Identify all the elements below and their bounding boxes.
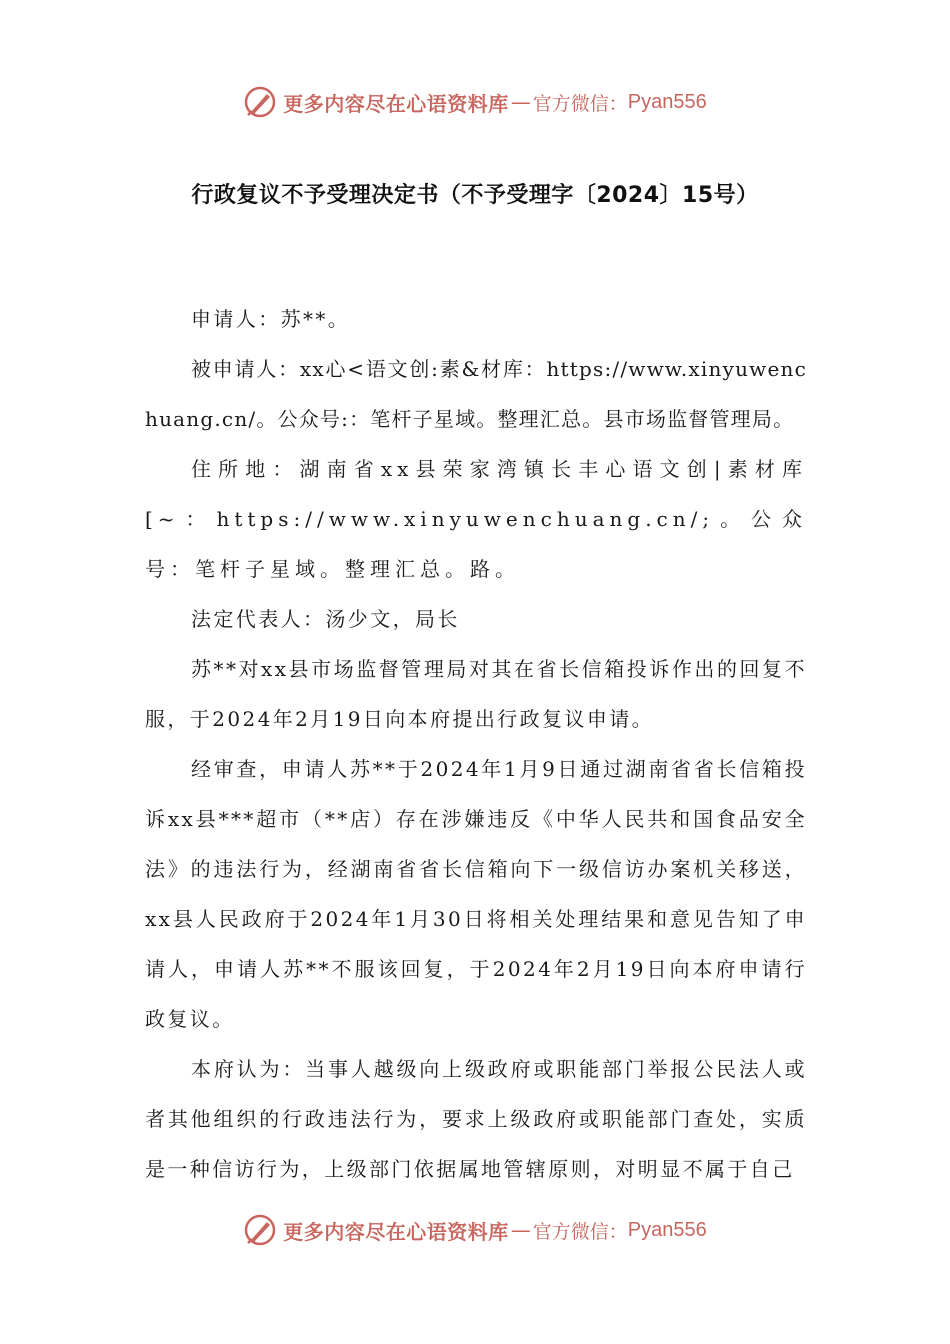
review-paragraph: 经审查，申请人苏**于2024年1月9日通过湖南省省长信箱投诉xx县***超市（**店）存在涉嫌违反《中华人民共和国食品安全法》的违法行为，经湖南省省长信箱向下一级信访办案机关移送，xx县人民政府于2024年1月30日将相关处理结果和意见告知了申请人，申请人苏**不服该回复，于2024年2月19日向本府申请行政复议。	[145, 757, 807, 1031]
banner-dash: —	[510, 1218, 531, 1242]
banner-text: 更多内容尽在心语资料库	[283, 1219, 509, 1244]
case-paragraph: 苏**对xx县市场监督管理局对其在省长信箱投诉作出的回复不服，于2024年2月19日向本府提出行政复议申请。	[145, 657, 807, 731]
banner-wechat-label: 官方微信：	[532, 1220, 628, 1243]
header-watermark-banner	[0, 82, 950, 122]
address-paragraph: 住所地：湖南省xx县荣家湾镇长丰心语文创|素材库[~：https://www.xinyuwenchuang.cn/;。公众号：笔杆子星域。整理汇总。路。	[145, 457, 807, 581]
pen-logo-icon	[243, 85, 277, 119]
applicant-paragraph: 申请人：苏**。	[191, 307, 351, 331]
document-title: 行政复议不予受理决定书（不予受理字〔2024〕15号）	[191, 183, 759, 208]
banner-wechat-id: Pyan556	[627, 90, 707, 113]
pen-logo-icon	[243, 1213, 277, 1247]
legal-representative-paragraph: 法定代表人：汤少文，局长	[191, 607, 460, 631]
banner-dash: —	[510, 90, 531, 114]
banner-wechat-id: Pyan556	[627, 1218, 707, 1241]
respondent-paragraph: 被申请人：xx心<语文创:素&材库：https://www.xinyuwenchuang.cn/。公众号:：笔杆子星域。整理汇总。县市场监督管理局。	[145, 357, 807, 431]
document-body	[145, 294, 807, 1194]
opinion-paragraph: 本府认为：当事人越级向上级政府或职能部门举报公民法人或者其他组织的行政违法行为，要求上级政府或职能部门查处，实质是一种信访行为，上级部门依据属地管辖原则，对明显不属于自己	[145, 1057, 807, 1181]
banner-text: 更多内容尽在心语资料库	[283, 91, 509, 116]
footer-watermark-banner	[0, 1210, 950, 1250]
banner-wechat-label: 官方微信：	[532, 92, 628, 115]
